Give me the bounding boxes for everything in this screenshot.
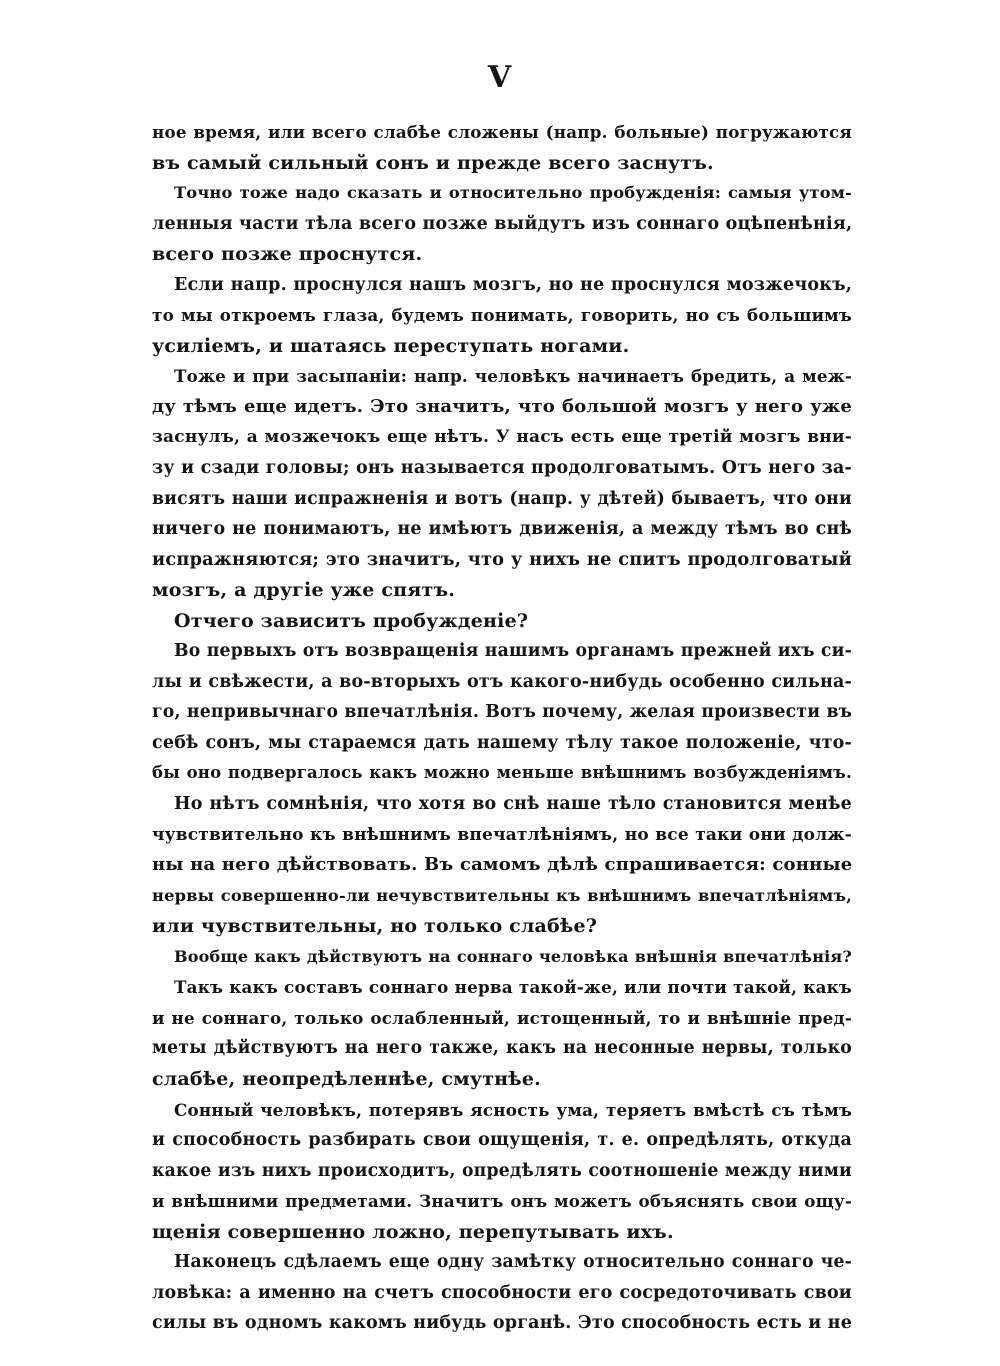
text-line: всего позже проснутся. [152, 243, 423, 266]
text-line: Такъ какъ составъ соннаго нерва такой-же, или почти такой, какъ [174, 977, 852, 998]
text-line: ное время, или всего слабѣе сложены (напр. больные) погружаются [152, 122, 852, 142]
text-line: Если напр. проснулся нашъ мозгъ, но не проснулся мозжечокъ, [174, 274, 852, 295]
text-line: Но нѣтъ сомнѣнія, что хотя во снѣ наше тѣло становится менѣе [174, 794, 852, 815]
page-number: V [487, 60, 513, 95]
text-line: Тоже и при засыпаніи: напр. человѣкъ начинаетъ бредить, а меж- [174, 366, 852, 387]
text-line: го, непривычнаго впечатлѣнія. Вотъ почему, желая произвести въ [152, 702, 853, 723]
text-line: ловѣка: а именно на счетъ способности его сосредоточивать свои [152, 1282, 852, 1303]
text-line: висятъ наши испражненія и вотъ (напр. у дѣтей) бываетъ, что они [152, 488, 852, 509]
text-line: Вообще какъ дѣйствуютъ на соннаго человѣка внѣшнія впечатлѣнія? [174, 946, 852, 966]
text-line: ду тѣмъ еще идетъ. Это значитъ, что большой мозгъ у него уже [152, 395, 852, 417]
text-line: Наконецъ сдѣлаемъ еще одну замѣтку относительно соннаго че- [174, 1252, 852, 1273]
text-line: заснулъ, а мозжечокъ еще нѣтъ. У насъ есть еще третій мозгъ вни- [152, 427, 852, 448]
text-line: щенія совершенно ложно, перепутывать ихъ. [152, 1220, 674, 1243]
text-line: чувствительно къ внѣшнимъ впечатлѣніямъ, но все таки они долж- [152, 824, 852, 845]
text-line: и не соннаго, только ослабленный, истощенный, то и внѣшніе пред- [152, 1007, 852, 1028]
text-line: испражняются; это значитъ, что у нихъ не спитъ продолговатый [152, 548, 852, 570]
text-line: ны на него дѣйствовать. Въ самомъ дѣлѣ спрашивается: сонные [152, 854, 853, 876]
text-line: лы и свѣжести, а во-вторыхъ отъ какого-нибудь особенно сильна- [152, 671, 852, 692]
text-line: бы оно подвергалось какъ можно меньше внѣшнимъ возбужденіямъ. [152, 763, 852, 783]
text-line: нервы совершенно-ли нечувствительны къ внѣшнимъ впечатлѣніямъ, [152, 885, 852, 905]
text-line: Точно тоже надо сказать и относительно пробужденія: самыя утом- [174, 183, 852, 203]
text-line: Во первыхъ отъ возвращенія нашимъ органамъ прежней ихъ си- [174, 641, 852, 662]
text-line: и способность разбирать свои ощущенія, т. е. опредѣлять, откуда [152, 1130, 852, 1151]
text-line: или чувствительны, но только слабѣе? [152, 915, 598, 938]
text-line: то мы откроемъ глаза, будемъ понимать, говорить, но съ большимъ [152, 305, 852, 326]
text-line: и внѣшними предметами. Значитъ онъ можетъ объяснять свои ощу- [152, 1191, 852, 1212]
text-line: въ самый сильный сонъ и прежде всего заснутъ. [152, 151, 714, 174]
text-line: силы въ одномъ какомъ нибудь органѣ. Это способность есть и не [152, 1313, 853, 1334]
text-line: Отчего зависитъ пробужденіе? [174, 609, 529, 632]
text-line: ленныя части тѣла всего позже выйдутъ изъ соннаго оцѣпенѣнія, [152, 213, 853, 234]
text-line: какое изъ нихъ происходитъ, опредѣлять соотношеніе между ними [152, 1160, 852, 1181]
text-line: меты дѣйствуютъ на него также, какъ на несонные нервы, только [152, 1038, 852, 1059]
text-line: ничего не понимаютъ, не имѣютъ движенія, а между тѣмъ во снѣ [152, 519, 852, 540]
text-line: усиліемъ, и шатаясь переступать ногами. [152, 334, 630, 357]
body-text [152, 117, 852, 1339]
text-line: себѣ сонъ, мы стараемся дать нашему тѣлу такое положеніе, что- [152, 732, 852, 753]
text-line: слабѣе, неопредѣленнѣе, смутнѣе. [152, 1067, 541, 1090]
text-line: Сонный человѣкъ, потерявъ ясность ума, теряетъ вмѣстѣ съ тѣмъ [174, 1099, 852, 1120]
text-line: зу и сзади головы; онъ называется продолговатымъ. Отъ него за- [152, 458, 852, 479]
text-line: мозгъ, а другіе уже спятъ. [152, 579, 456, 602]
